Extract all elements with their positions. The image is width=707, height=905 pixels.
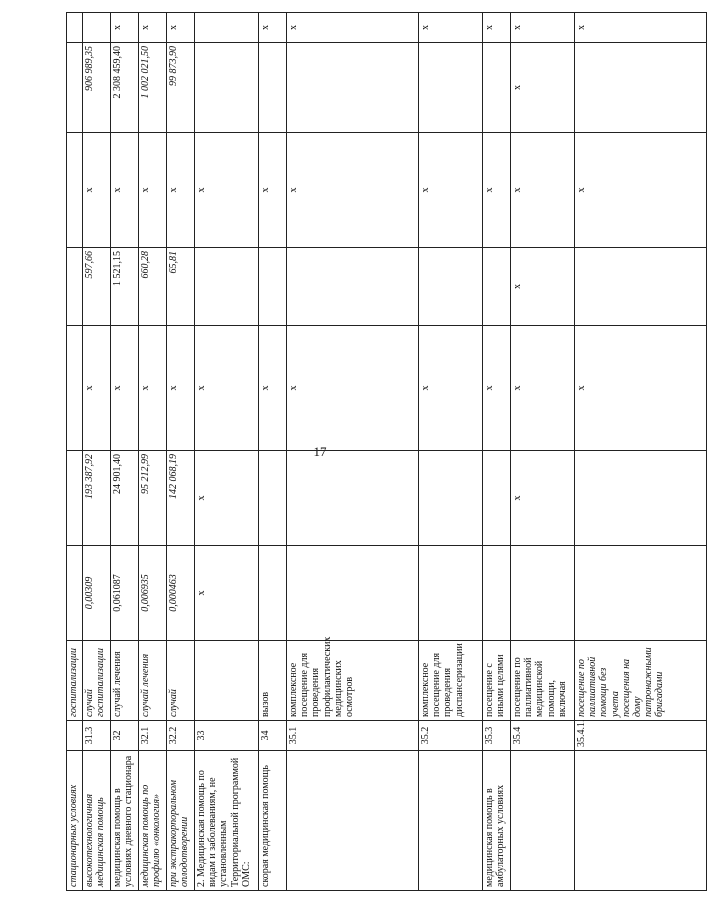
table-row [111, 13, 139, 891]
table-cell-c9 [83, 13, 111, 43]
table-row [419, 13, 483, 891]
table-cell-c9: х [287, 13, 419, 43]
financing-table [66, 12, 707, 891]
table-cell-cost: 95 212,99 [139, 451, 167, 546]
table-cell-code: 33 [195, 721, 259, 751]
table-cell-c5: х [167, 326, 195, 451]
table-cell-cost [419, 451, 483, 546]
table-cell-c5: х [83, 326, 111, 451]
table-cell-volume: х [195, 546, 259, 641]
table-cell-c6 [67, 248, 83, 326]
table-cell-c9: х [483, 13, 511, 43]
table-cell-name: 2. Медицинская помощь по видам и заболеваниям, не установленным Территориальной программой ОМС: [195, 751, 259, 891]
table-cell-volume [483, 546, 511, 641]
table-cell-code: 32.2 [167, 721, 195, 751]
table-cell-code: 35.1 [287, 721, 419, 751]
table-cell-c6 [419, 248, 483, 326]
table-cell-code: 35.4.1. [575, 721, 707, 751]
table-cell-code: 35.4 [511, 721, 575, 751]
table-cell-name [287, 751, 419, 891]
table-cell-unit: случай [167, 641, 195, 721]
table-cell-c7: х [139, 133, 167, 248]
table-cell-name: медицинская помощь в амбулаторных условиях [483, 751, 511, 891]
table-row [195, 13, 259, 891]
table-cell-cost [287, 451, 419, 546]
table-cell-unit: посещение по паллиативной помощи без учета посещения на дому патронажными бригадами [575, 641, 707, 721]
table-cell-volume: 0,000463 [167, 546, 195, 641]
table-cell-c7 [67, 133, 83, 248]
table-cell-c6 [575, 248, 707, 326]
table-cell-c8: 1 002 021,50 [139, 43, 167, 133]
table-cell-c6 [259, 248, 287, 326]
table-cell-cost: 24 901,40 [111, 451, 139, 546]
table-cell-c9: х [139, 13, 167, 43]
table-cell-c6: 597,66 [83, 248, 111, 326]
table-cell-volume [259, 546, 287, 641]
table-cell-c7: х [195, 133, 259, 248]
table-cell-cost: 193 387,92 [83, 451, 111, 546]
table-row [67, 13, 83, 891]
table-cell-unit: случай госпитализации [83, 641, 111, 721]
table-cell-c9 [195, 13, 259, 43]
table-cell-c5: х [287, 326, 419, 451]
table-cell-c9 [67, 13, 83, 43]
table-cell-code: 32 [111, 721, 139, 751]
table-cell-unit: комплексное посещение для проведения профилактических медицинских осмотров [287, 641, 419, 721]
table-cell-c7: х [419, 133, 483, 248]
table-cell-cost: х [511, 451, 575, 546]
page-number: 17 [313, 444, 327, 459]
table-cell-volume: 0,006935 [139, 546, 167, 641]
table-cell-c8 [67, 43, 83, 133]
table-cell-code: 34 [259, 721, 287, 751]
table-cell-c7: х [83, 133, 111, 248]
table-row [511, 13, 575, 891]
table-cell-name: при экстракорпоральном оплодотворении [167, 751, 195, 891]
table-cell-cost: 142 068,19 [167, 451, 195, 546]
table-row [483, 13, 511, 891]
table-cell-name [511, 751, 575, 891]
table-cell-c8 [483, 43, 511, 133]
table-cell-name [575, 751, 707, 891]
table-cell-c5: х [511, 326, 575, 451]
table-cell-unit: вызов [259, 641, 287, 721]
rotated-table-container [66, 13, 666, 891]
table-cell-c6: 1 521,15 [111, 248, 139, 326]
table-cell-c8 [195, 43, 259, 133]
table-cell-unit: случай лечения [111, 641, 139, 721]
table-cell-c7: х [575, 133, 707, 248]
table-cell-c6 [195, 248, 259, 326]
table-cell-c5: х [575, 326, 707, 451]
table-cell-c6: 660,28 [139, 248, 167, 326]
table-row [167, 13, 195, 891]
table-row [83, 13, 111, 891]
table-cell-c5 [67, 326, 83, 451]
table-cell-c9: х [111, 13, 139, 43]
table-cell-c9: х [167, 13, 195, 43]
table-cell-c5: х [259, 326, 287, 451]
table-cell-code: 31.3 [83, 721, 111, 751]
table-cell-code: 32.1 [139, 721, 167, 751]
table-cell-c9: х [575, 13, 707, 43]
table-cell-unit: посещение по паллиативной медицинской помощи, включая [511, 641, 575, 721]
table-cell-c6: х [511, 248, 575, 326]
table-cell-name [419, 751, 483, 891]
table-cell-c5: х [111, 326, 139, 451]
table-cell-volume [419, 546, 483, 641]
table-cell-c8 [287, 43, 419, 133]
table-row [287, 13, 419, 891]
table-cell-c9: х [511, 13, 575, 43]
table-cell-c9: х [419, 13, 483, 43]
table-cell-volume [287, 546, 419, 641]
table-cell-name: стационарных условиях [67, 751, 83, 891]
table-cell-c5: х [483, 326, 511, 451]
table-cell-c5: х [419, 326, 483, 451]
table-cell-c6: 65,81 [167, 248, 195, 326]
table-cell-name: скорая медицинская помощь [259, 751, 287, 891]
table-cell-c6 [483, 248, 511, 326]
table-cell-unit: госпитализации [67, 641, 83, 721]
table-cell-c6 [287, 248, 419, 326]
table-cell-cost [67, 451, 83, 546]
table-cell-c8: 2 308 459,40 [111, 43, 139, 133]
table-cell-c7: х [511, 133, 575, 248]
table-cell-c9: х [259, 13, 287, 43]
table-cell-c5: х [139, 326, 167, 451]
table-cell-code: 35.2 [419, 721, 483, 751]
table-cell-unit: случай лечения [139, 641, 167, 721]
table-cell-c5: х [195, 326, 259, 451]
table-cell-c8 [259, 43, 287, 133]
table-cell-c8 [419, 43, 483, 133]
table-cell-c7: х [111, 133, 139, 248]
table-row [139, 13, 167, 891]
table-cell-volume [511, 546, 575, 641]
table-cell-name: медицинская помощь в условиях дневного стационара [111, 751, 139, 891]
table-cell-cost: х [195, 451, 259, 546]
table-cell-cost [259, 451, 287, 546]
table-cell-name: высокотехнологичная медицинская помощь [83, 751, 111, 891]
table-cell-c8: 99 873,90 [167, 43, 195, 133]
table-cell-c8: 906 989,35 [83, 43, 111, 133]
table-cell-code [67, 721, 83, 751]
table-cell-c7: х [287, 133, 419, 248]
table-cell-unit: посещение с иными целями [483, 641, 511, 721]
table-cell-cost [483, 451, 511, 546]
table-cell-c7: х [167, 133, 195, 248]
table-cell-c8 [575, 43, 707, 133]
table-cell-c7: х [259, 133, 287, 248]
table-cell-code: 35.3 [483, 721, 511, 751]
table-row [575, 13, 707, 891]
table-row [259, 13, 287, 891]
table-cell-volume [67, 546, 83, 641]
table-cell-volume: 0,061087 [111, 546, 139, 641]
table-cell-name: медицинская помощь по профилю «онкология» [139, 751, 167, 891]
table-cell-volume [575, 546, 707, 641]
table-cell-cost [575, 451, 707, 546]
table-cell-c8: х [511, 43, 575, 133]
table-cell-c7: х [483, 133, 511, 248]
table-cell-unit [195, 641, 259, 721]
table-cell-volume: 0,00309 [83, 546, 111, 641]
table-cell-unit: комплексное посещение для проведения диспансеризации [419, 641, 483, 721]
